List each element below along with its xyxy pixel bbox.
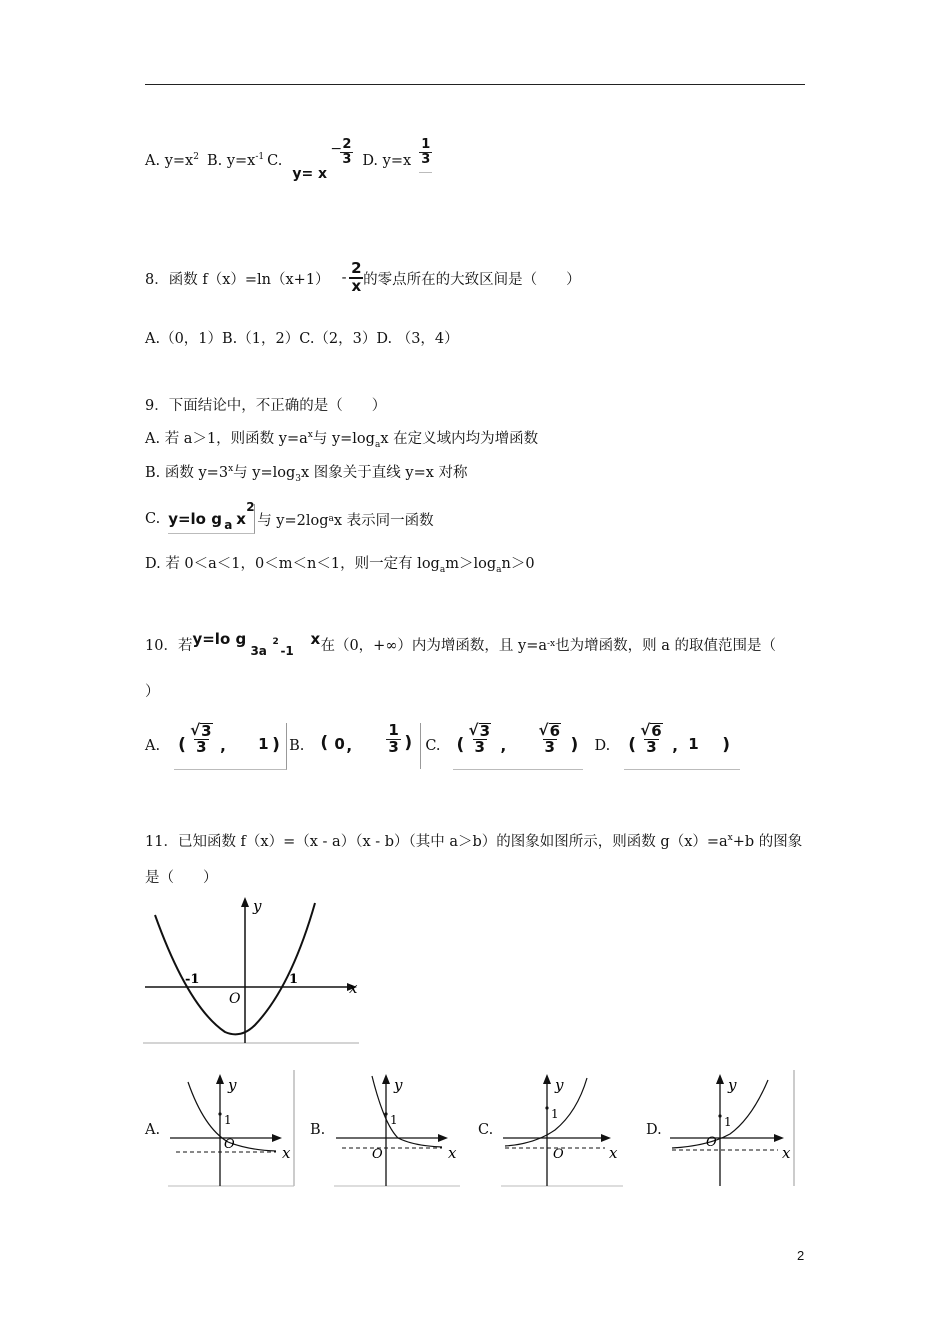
q7-option-d-exponent: $\frac{1}{3}$ bbox=[413, 138, 439, 184]
q8-options: A.（0，1）B.（1，2）C.（2，3）D. （3，4） bbox=[145, 331, 459, 347]
header-rule bbox=[145, 84, 805, 85]
q7-option-c-label: C. bbox=[267, 153, 283, 169]
svg-text:O: O bbox=[706, 1135, 717, 1150]
q9-option-a: A. 若 a＞1，则函数 $y=a^x$与 $y=\log_ax$ 在定义域内均为增函数 bbox=[145, 430, 539, 450]
q11-main-graph bbox=[143, 895, 361, 1045]
svg-text:1: 1 bbox=[551, 1107, 559, 1121]
q7-option-a: A. $y=x^2$ bbox=[145, 152, 199, 169]
q11-option-c-graph bbox=[501, 1068, 625, 1190]
svg-text:x: x bbox=[782, 1144, 791, 1162]
svg-text:y: y bbox=[394, 1076, 403, 1094]
svg-text:y: y bbox=[555, 1076, 564, 1094]
q11-option-a-label: A. bbox=[145, 1122, 161, 1138]
main-graph-pos1: 1 bbox=[289, 972, 299, 987]
q10-stem-close: ） bbox=[145, 684, 160, 700]
b-curve bbox=[372, 1076, 442, 1147]
main-graph-origin: O bbox=[229, 991, 241, 1007]
svg-text:1: 1 bbox=[390, 1113, 398, 1127]
svg-text:1: 1 bbox=[724, 1115, 732, 1129]
q9-option-d: D. 若 0＜a＜1，0＜m＜n＜1，则一定有 $\log_am>\log_an>0$ bbox=[145, 556, 535, 575]
q9-log-formula: y=lo g a x 2 bbox=[168, 500, 255, 532]
q11-stem: 11．已知函数 f（x）=（x - a）（x - b）（其中 a＞b）的图象如图所示，则函数 $g(x)=a^x+b$ 的图象 bbox=[145, 833, 803, 850]
q7-option-b: B. $y=x^{-1}$ bbox=[206, 152, 265, 169]
svg-text:y: y bbox=[228, 1076, 237, 1094]
svg-text:x: x bbox=[609, 1144, 618, 1162]
q11-option-b-graph bbox=[334, 1068, 464, 1190]
main-graph-x-label: x bbox=[349, 979, 358, 997]
svg-text:O: O bbox=[372, 1147, 383, 1162]
q11-option-c-label: C. bbox=[478, 1122, 494, 1138]
q7-options bbox=[145, 138, 439, 184]
c-curve bbox=[505, 1078, 587, 1146]
q11-option-d-graph bbox=[668, 1068, 798, 1190]
svg-text:y: y bbox=[728, 1076, 737, 1094]
q7-option-c-formula: y= x − $\frac{2}{3}$ bbox=[292, 137, 352, 182]
q8-stem: 8．函数 f（x）=ln（x+1） - $\frac{2}{x}$ 的零点所在的大致区间是（ ） bbox=[145, 259, 581, 295]
q10-log-formula: y=lo g 3a 2 -1 x bbox=[192, 630, 321, 658]
svg-text:O: O bbox=[224, 1137, 235, 1152]
q9-option-b: B. 函数 $y=3^x$与 $y=\log_3x$ 图象关于直线 y=x 对称 bbox=[145, 464, 468, 484]
q11-option-d-label: D. bbox=[646, 1122, 662, 1138]
q11-option-b-label: B. bbox=[310, 1122, 326, 1138]
q9-option-c: C. y=lo g a x 2 与 y=2log a x 表示同一函数 bbox=[145, 500, 434, 532]
q8-fraction: $\frac{2}{x}$ bbox=[351, 259, 362, 295]
svg-text:x: x bbox=[448, 1144, 457, 1162]
main-graph-y-arrow bbox=[241, 897, 249, 907]
svg-text:1: 1 bbox=[224, 1113, 232, 1127]
page-number: 2 bbox=[797, 1248, 805, 1263]
q11-stem-line2: 是（ ） bbox=[145, 870, 218, 886]
svg-text:O: O bbox=[553, 1147, 564, 1162]
main-graph-neg1: -1 bbox=[185, 972, 200, 987]
main-graph-parabola bbox=[155, 903, 315, 1034]
q9-stem: 9．下面结论中，不正确的是（ ） bbox=[145, 398, 387, 414]
q10-option-a: A. ( √ 3 3 , 1 ) B. ( 0 , $\frac{1}{3}$ ) C. ( √ 3 3 , √ 6 3 ) D. ( √ 6 3 , 1 ) bbox=[145, 722, 740, 770]
main-graph-y-label: y bbox=[253, 897, 262, 915]
q10-stem: 10．若 y=lo g 3a 2 -1 x 在（0，+∞）内为增函数，且 y=a -x 也为增函数，则 a 的取值范围是（ bbox=[145, 624, 776, 664]
svg-text:x: x bbox=[282, 1144, 291, 1162]
q11-option-a-graph bbox=[168, 1068, 298, 1190]
q7-option-d: D. y=x bbox=[362, 153, 412, 169]
